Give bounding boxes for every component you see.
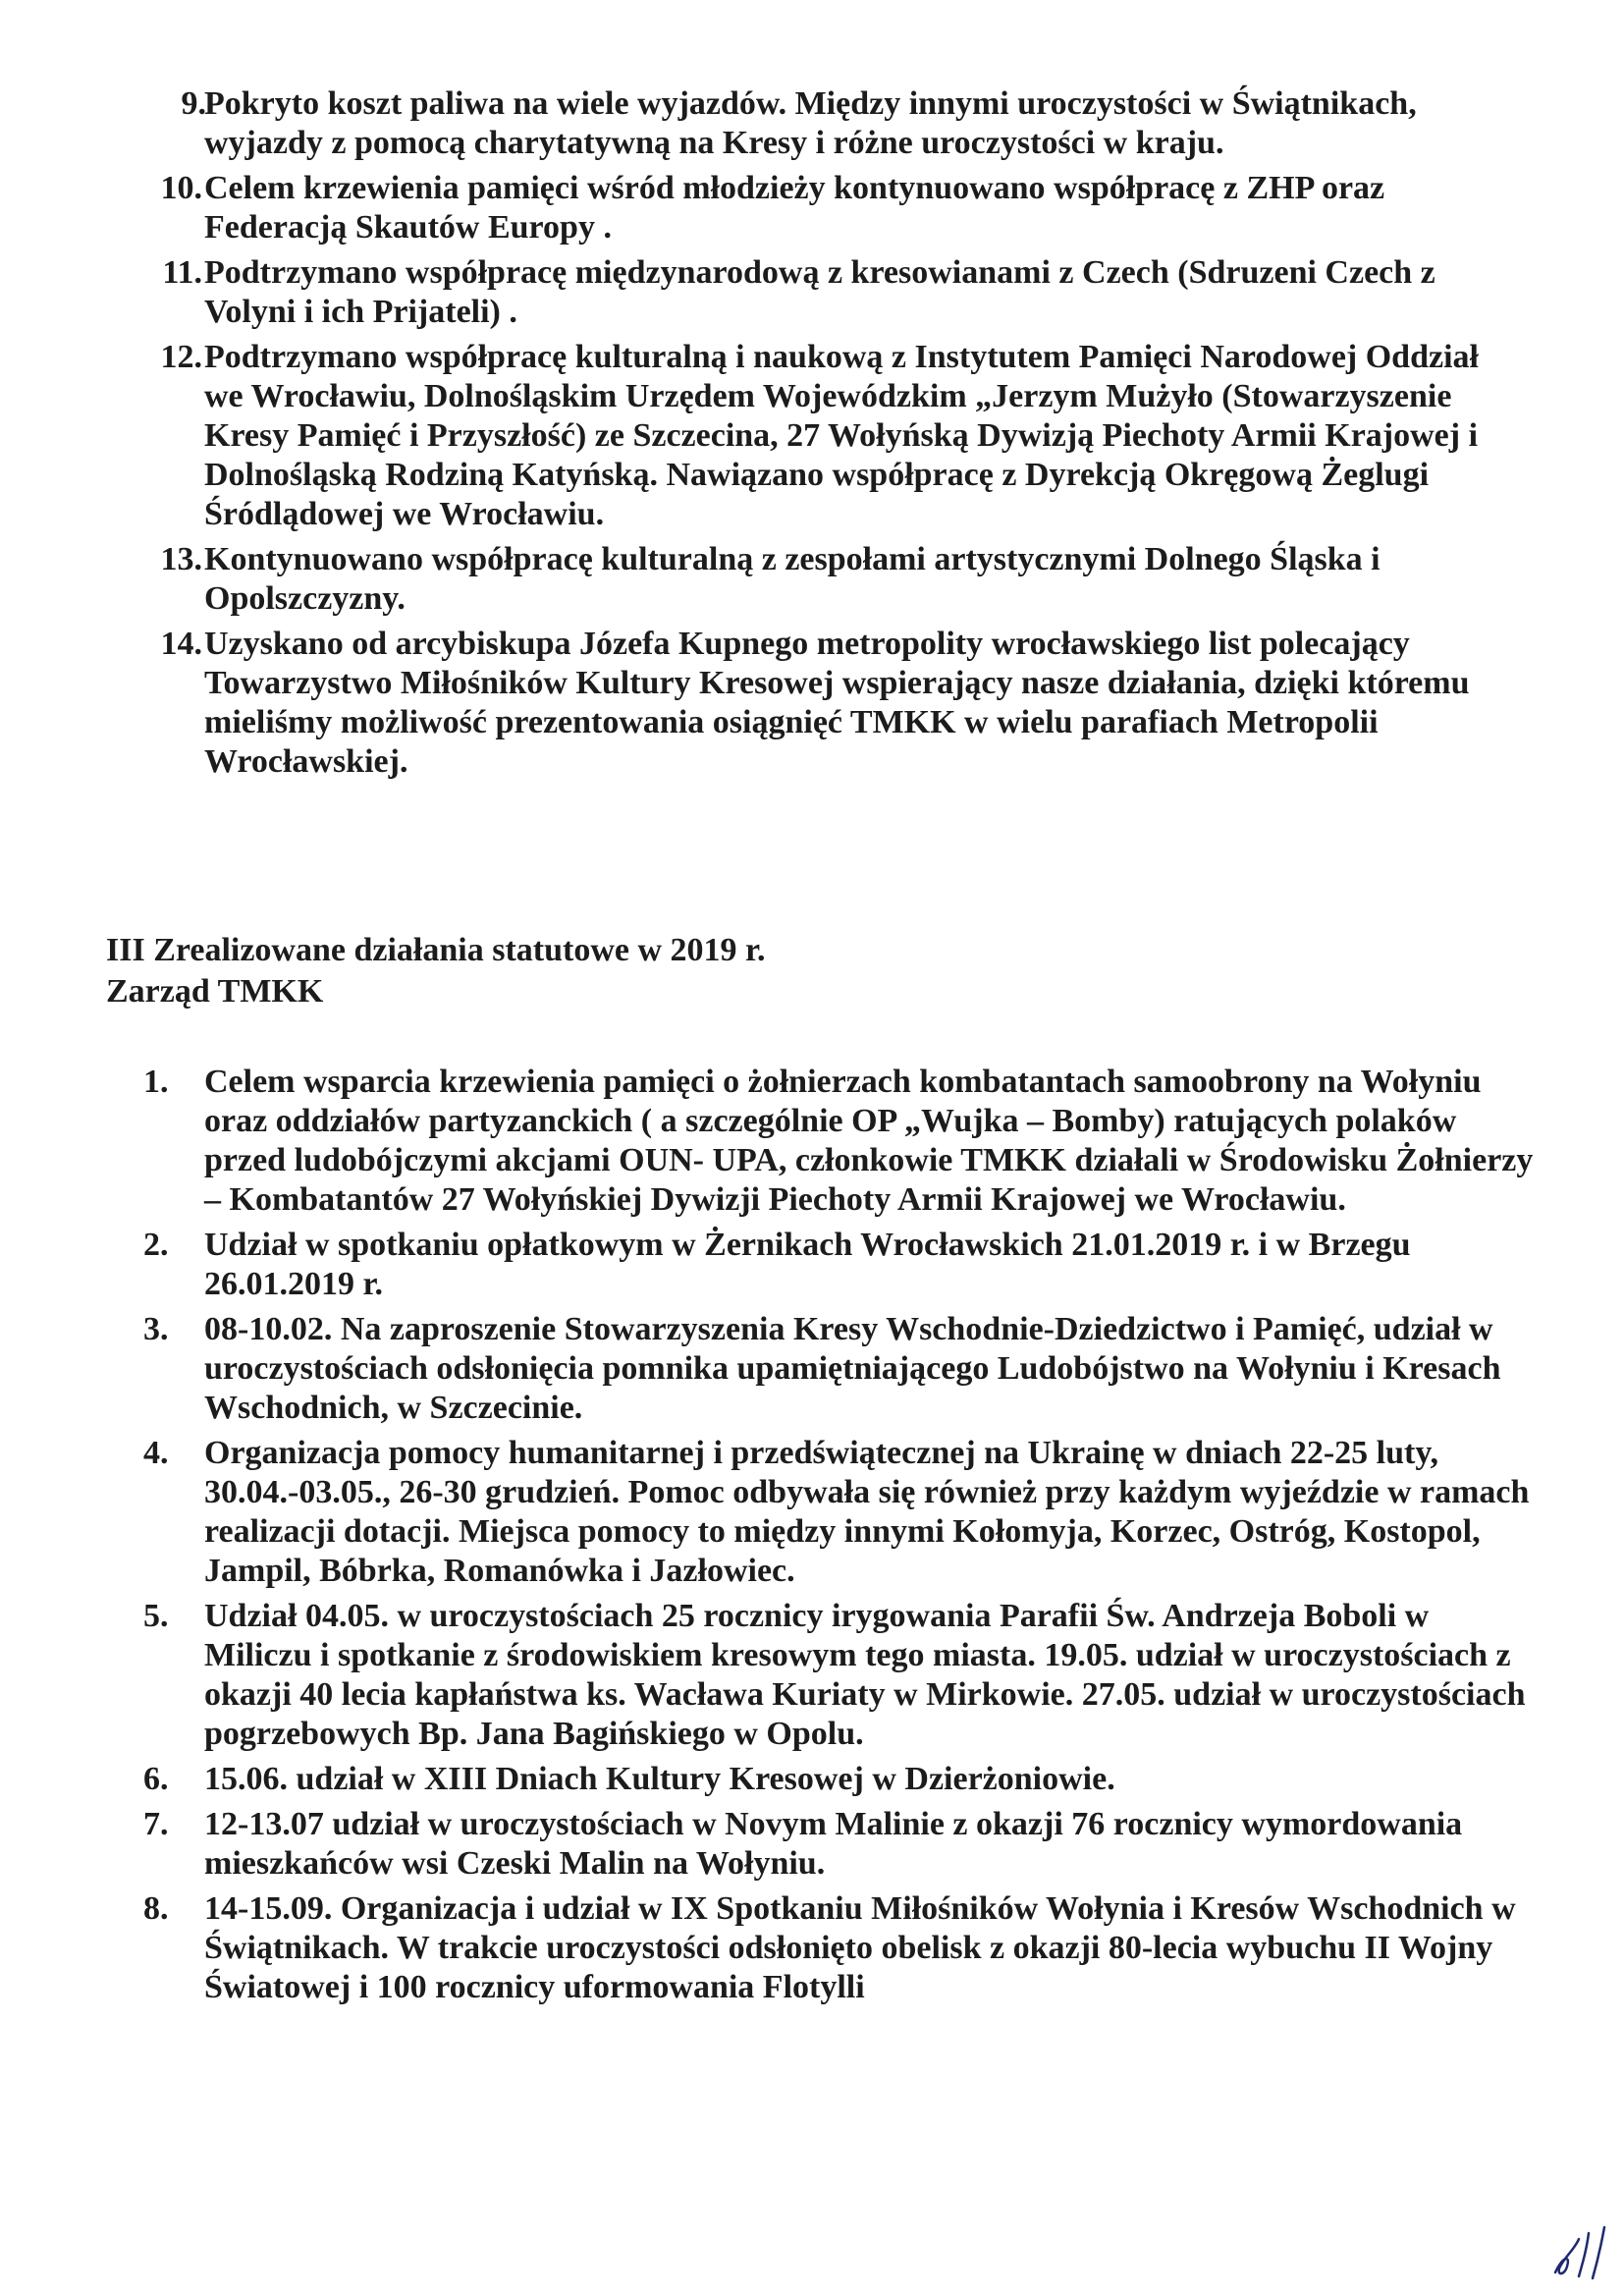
item-text: Uzyskano od arcybiskupa Józefa Kupnego metropolity wrocławskiego list polecający Towarzystwo Miłośników Kultury Kresowej wspierający nasze działania, dzięki któremu mieliśmy możliwość prezentowania osiągnięć TMKK w wielu parafiach Metropolii Wrocławskiej. — [204, 626, 1470, 780]
item-number: 14. — [160, 626, 202, 662]
list-item — [0, 1226, 1543, 1304]
item-number: 7. — [143, 1806, 169, 1842]
item-text: 08-10.02. Na zaproszenie Stowarzyszenia Kresy Wschodnie-Dziedzictwo i Pamięć, udział w uroczystościach odsłonięcia pomnika upamiętniającego Ludobójstwo na Wołyniu i Kresach Wschodnich, w Szczecinie. — [204, 1311, 1501, 1426]
list-item — [0, 338, 1520, 534]
list-item — [0, 84, 1520, 163]
list-item — [0, 253, 1520, 332]
list-item — [0, 1063, 1543, 1220]
item-text: 15.06. udział w XIII Dniach Kultury Kresowej w Dzierżoniowie. — [204, 1761, 1115, 1797]
list-item — [0, 625, 1520, 782]
handwritten-initials-signature — [1549, 2219, 1612, 2282]
section-subheading: Zarząd TMKK — [106, 973, 324, 1010]
item-text: 14-15.09. Organizacja i udział w IX Spotkaniu Miłośników Wołynia i Kresów Wschodnich w Świątnikach. W trakcie uroczystości odsłonięto obelisk z okazji 80-lecia wybuchu II Wojny Światowej i 100 rocznicy uformowania Flotylli — [204, 1890, 1516, 2005]
item-number: 2. — [143, 1227, 169, 1263]
list-item — [0, 540, 1520, 619]
item-number: 6. — [143, 1761, 169, 1797]
item-number: 9. — [181, 85, 206, 122]
item-text: Udział w spotkaniu opłatkowym w Żernikach Wrocławskich 21.01.2019 r. i w Brzegu 26.01.2019 r. — [204, 1227, 1411, 1302]
list-item — [0, 1889, 1543, 2007]
list-item — [0, 1597, 1543, 1754]
item-text: Pokryto koszt paliwa na wiele wyjazdów. Między innymi uroczystości w Świątnikach, wyjazdy z pomocą charytatywną na Kresy i różne uroczystości w kraju. — [204, 85, 1417, 161]
list-item — [0, 1310, 1543, 1428]
item-text: Kontynuowano współpracę kulturalną z zespołami artystycznymi Dolnego Śląska i Opolszczyzny. — [204, 541, 1380, 617]
item-number: 3. — [143, 1311, 169, 1347]
item-number: 11. — [162, 254, 202, 291]
section-heading: III Zrealizowane działania statutowe w 2019 r. — [106, 932, 766, 968]
item-text: Podtrzymano współpracę międzynarodową z kresowianami z Czech (Sdruzeni Czech z Volyni i ich Prijateli) . — [204, 254, 1435, 330]
item-text: Udział 04.05. w uroczystościach 25 rocznicy irygowania Parafii Św. Andrzeja Boboli w Miliczu i spotkanie z środowiskiem kresowym tego miasta. 19.05. udział w uroczystościach z okazji 40 lecia kapłaństwa ks. Wacława Kuriaty w Mirkowie. 27.05. udział w uroczystościach pogrzebowych Bp. Jana Bagińskiego w Opolu. — [204, 1598, 1526, 1752]
item-text: Podtrzymano współpracę kulturalną i naukową z Instytutem Pamięci Narodowej Oddział we Wrocławiu, Dolnośląskim Urzędem Wojewódzkim „Jerzym Mużyło (Stowarzyszenie Kresy Pamięć i Przyszłość) ze Szczecina, 27 Wołyńską Dywizją Piechoty Armii Krajowej i Dolnośląską Rodziną Katyńską. Nawiązano współpracę z Dyrekcją Okręgową Żeglugi Śródlądowej we Wrocławiu. — [204, 339, 1479, 532]
item-number: 4. — [143, 1435, 169, 1471]
item-number: 13. — [160, 541, 202, 577]
list-item — [0, 169, 1520, 247]
list-item — [0, 1760, 1543, 1799]
list-item — [0, 1434, 1543, 1591]
item-number: 10. — [160, 170, 202, 206]
item-text: 12-13.07 udział w uroczystościach w Novym Malinie z okazji 76 rocznicy wymordowania mieszkańców wsi Czeski Malin na Wołyniu. — [204, 1806, 1463, 1882]
item-text: Celem wsparcia krzewienia pamięci o żołnierzach kombatantach samoobrony na Wołyniu oraz oddziałów partyzanckich ( a szczególnie OP „Wujka – Bomby) ratujących polaków przed ludobójczymi akcjami OUN- UPA, członkowie TMKK działali w Środowisku Żołnierzy – Kombatantów 27 Wołyńskiej Dywizji Piechoty Armii Krajowej we Wrocławiu. — [204, 1064, 1534, 1218]
item-number: 1. — [143, 1064, 169, 1100]
bottom-numbered-list — [0, 1063, 1543, 2013]
item-number: 12. — [160, 339, 202, 375]
list-item — [0, 1805, 1543, 1884]
item-number: 8. — [143, 1890, 169, 1927]
item-number: 5. — [143, 1598, 169, 1634]
item-text: Celem krzewienia pamięci wśród młodzieży kontynuowano współpracę z ZHP oraz Federacją Skautów Europy . — [204, 170, 1385, 246]
item-text: Organizacja pomocy humanitarnej i przedświątecznej na Ukrainę w dniach 22-25 luty, 30.04.-03.05., 26-30 grudzień. Pomoc odbywała się również przy każdym wyjeździe w ramach realizacji dotacji. Miejsca pomocy to między innymi Kołomyja, Korzec, Ostróg, Kostopol, Jampil, Bóbrka, Romanówka i Jazłowiec. — [204, 1435, 1530, 1589]
top-numbered-list — [0, 84, 1520, 788]
